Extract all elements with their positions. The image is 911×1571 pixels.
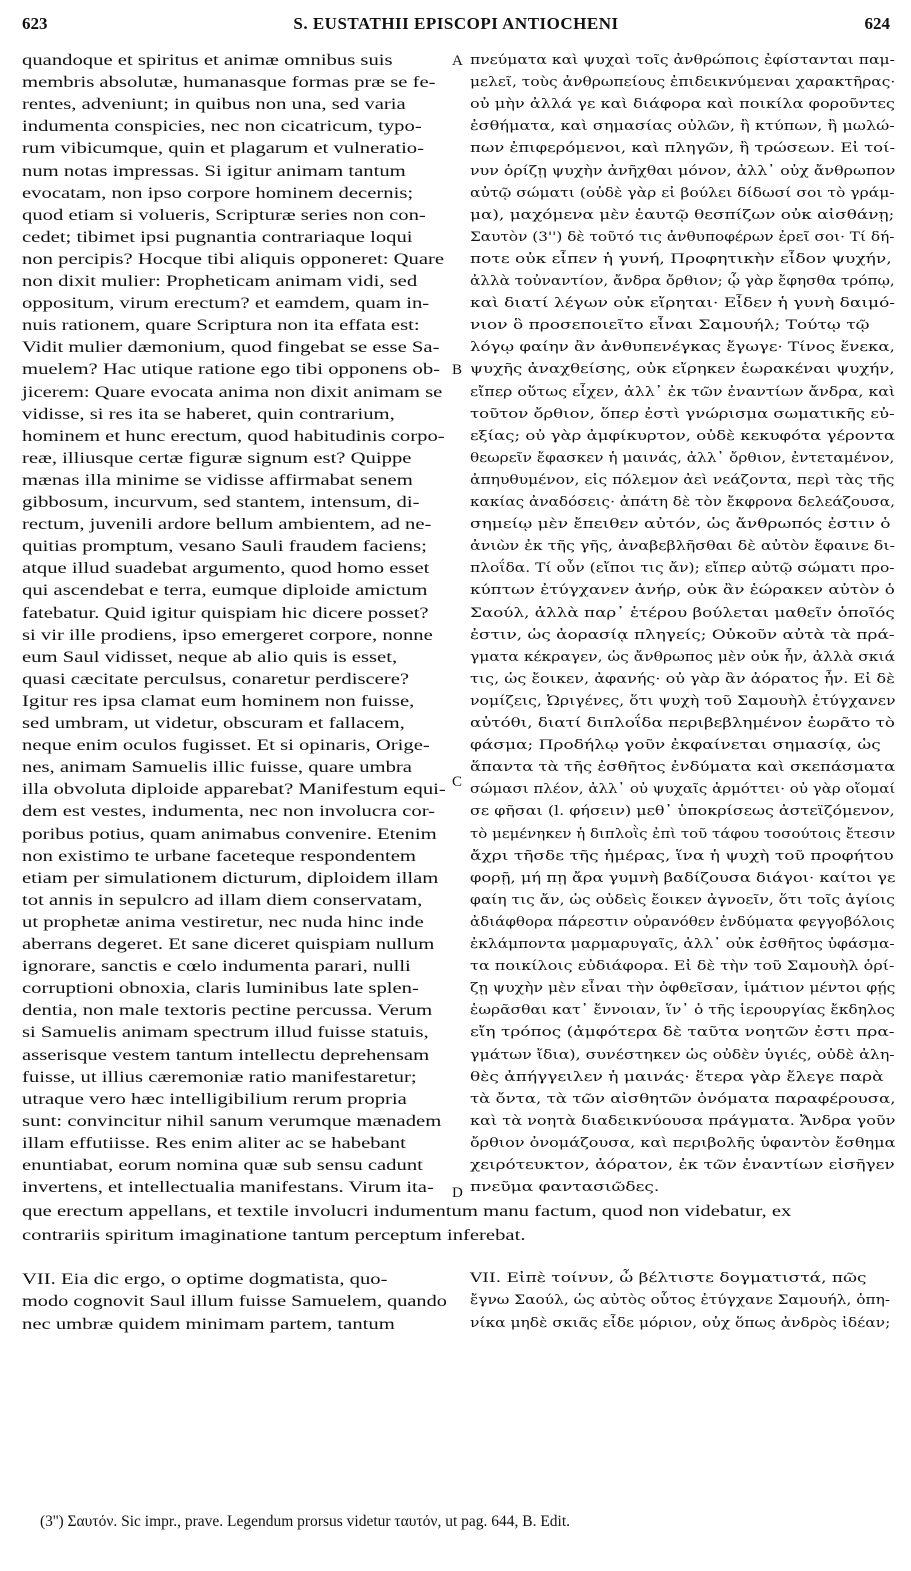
- latin-line: sunt: convincitur nihil sanum verumque mænadem: [22, 1112, 442, 1130]
- greek-line: τὰ ὄντα, τὰ τῶν αἰσθητῶν ὀνόματα παραφέρουσα,: [470, 1090, 896, 1106]
- greek-line: ἐσθήματα, καὶ σημασίας οὐλῶν, ἢ κτύπων, ἢ μωλώ-: [470, 118, 895, 134]
- latin-line: corruptioni obnoxia, claris luminibus late splen-: [22, 980, 419, 998]
- greek-line: τὸ μεμένηκεν ἡ διπλοῒς ἐπὶ τοῦ τάφου τοσούτοις ἔτεσιν: [470, 825, 896, 841]
- greek-line: ἑωρᾶσθαι κατ᾽ ἔννοιαν, ἵν᾽ ὁ τῆς ἱερουργίας ἔκδηλος: [470, 1002, 895, 1018]
- page-number-left: 623: [22, 14, 48, 33]
- latin-line: indumenta conspicies, nec non cicatricum, typo-: [22, 118, 422, 136]
- greek-line: αὐτῷ σώματι (οὐδὲ γὰρ εἰ βούλει δίδωσί σοι τὸ γράμ-: [470, 184, 895, 200]
- greek-line: ἐκλάμποντα μαρμαρυγαῖς, ἀλλ᾽ οὐκ ἐσθῆτος ὑφάσμα-: [470, 936, 895, 951]
- latin-line: cedet; tibimet ipsi pugnantia contrariaque loqui: [22, 228, 413, 246]
- greek-line: μα), μαχόμενα μὲν ἑαυτῷ θεσπίζων οὐκ αἰσθάνῃ;: [470, 206, 895, 222]
- latin-line: quod etiam si volueris, Scripturæ series non con-: [22, 206, 426, 224]
- latin-line: gibbosum, incurvum, sed stantem, intensum, di-: [22, 494, 420, 511]
- latin-line: vidisse, si res ita se haberet, quin contrarium,: [22, 405, 395, 423]
- greek-line: τις, ὡς ἔοικεν, ἀφανής· οὐ γὰρ ἂν ἀόρατος ἦν. Εἰ δὲ: [470, 670, 895, 686]
- latin-line: reæ, illiusque certæ figuræ signum est? Quippe: [22, 449, 412, 467]
- latin-line: fuisse, ut illius cæremoniæ ratio manifestaretur;: [22, 1068, 417, 1086]
- greek-line: καὶ διατί λέγων οὐκ εἴρηται· Εἶδεν ἡ γυνὴ δαιμό-: [470, 295, 896, 311]
- greek-line: νομίζεις, Ὠριγένες, ὅτι ψυχὴ τοῦ Σαμουὴλ ἐτύγχανεν: [470, 692, 896, 708]
- greek-line: ἀδιάφθορα πάρεστιν οὐρανόθεν ἐνδύματα φεγγοβόλοις: [470, 913, 895, 929]
- latin-line: non percipis? Hocque tibi aliquis opponeret: Quare: [22, 250, 445, 268]
- page-number-right: 624: [864, 14, 890, 33]
- latin-line: num notas impressas. Si igitur animam tantum: [22, 162, 406, 180]
- greek-line: οὐ μὴν ἀλλά γε καὶ διάφορα καὶ ποικίλα φοροῦντες: [470, 96, 895, 112]
- latin-line: eum Saul vidisset, neque ab alio quis is esset,: [22, 648, 398, 666]
- greek-line: θὲς ἀπήγγειλεν ἡ μαινάς· ἕτερα γὰρ ἔλεγε παρὰ: [470, 1068, 884, 1084]
- greek-line: σώμασι πλέον, ἀλλ᾽ οὐ ψυχαῖς ἁρμόττει· οὐ γὰρ οἴομαί: [470, 781, 896, 797]
- latin-line: asserisque vestem tantum intellectu deprehensam: [22, 1046, 430, 1064]
- margin-marker: C: [452, 774, 463, 790]
- greek-line: ἐστιν, ὡς ἀορασίᾳ πληγείς; Οὐκοῦν αὐτὰ τὰ πρά-: [470, 626, 895, 642]
- latin-line: invertens, et intellectualia manifestans. Virum ita-: [22, 1179, 434, 1197]
- running-title: S. EUSTATHII EPISCOPI ANTIOCHENI: [293, 14, 619, 33]
- section-vii-latin-line: VII. Eia dic ergo, o optime dogmatista, quo-: [22, 1271, 388, 1288]
- latin-line: etiam per simulationem dicturum, diploidem illam: [22, 869, 439, 887]
- greek-line: ζῃ ψυχὴν μὲν εἶναι τὴν ὀφθεῖσαν, ἱμάτιον μέντοι φῄς: [470, 980, 896, 996]
- latin-line: hominem et hunc erectum, quod habitudinis corpo-: [22, 427, 445, 445]
- latin-line: neque enim oculos fugisset. Et si opinaris, Orige-: [22, 737, 430, 755]
- greek-line: ὄρθιον ὀνομάζουσα, καὶ περιβολῆς ὑφαντὸν ἔσθημα: [470, 1134, 896, 1150]
- greek-line: κύπτων ἐτύγχανεν ἀνήρ, οὐκ ἂν ἑώρακεν αὐτὸν ὁ: [470, 582, 895, 598]
- greek-line: πνεύματα καὶ ψυχαὶ τοῖς ἀνθρώποις ἐφίστανται παμ-: [470, 52, 895, 67]
- running-header: [22, 14, 890, 38]
- latin-line: rectum, juvenili ardore bellum ambientem, ad ne-: [22, 516, 432, 534]
- greek-line: γματα κέκραγεν, ὡς ἄνθρωπος μὲν οὐκ ἦν, ἀλλὰ σκιά: [470, 648, 896, 664]
- latin-line: non dixit mulier: Propheticam animam vidi, sed: [22, 273, 418, 290]
- latin-line: nes, animam Samuelis illic fuisse, quare umbra: [22, 759, 412, 777]
- latin-line: illam effutiisse. Res enim aliter ac se habebant: [22, 1134, 406, 1152]
- latin-line: dentia, non male textoris pectine percussa. Verum: [22, 1002, 433, 1020]
- latin-line: atque illud suadebat argumento, quod homo esset: [22, 560, 430, 578]
- section-vii-greek-line: VII. Εἰπὲ τοίνυν, ὦ βέλτιστε δογματιστά, πῶς: [470, 1270, 867, 1285]
- latin-line: si vir ille prodiens, ipso emergeret corpore, nonne: [22, 626, 433, 644]
- greek-line: νιον ὃ προσεποιεῖτο εἶναι Σαμουήλ; Τούτῳ τῷ: [470, 317, 870, 333]
- latin-line: poribus potius, quam animabus convenire. Etenim: [22, 825, 437, 843]
- greek-line: σε φῆσαι (l. φήσειν) μεθ᾽ ὑποκρίσεως ἀστεϊζόμενον,: [470, 803, 895, 819]
- latin-line: tot annis in sepulcro ad illam diem conservatam,: [22, 891, 423, 909]
- greek-line: ἄχρι τῆσδε τῆς ἡμέρας, ἵνα ἡ ψυχὴ τοῦ προφήτου: [470, 847, 894, 863]
- full-line: que erectum appellans, et textile involucri indumentum manu factum, quod non videbatur, ex: [22, 1203, 792, 1220]
- greek-line: ἀπηυθυμένον, εἰς πόλεμον ἀεὶ νεάζοντα, περὶ τὰς τῆς: [470, 471, 895, 487]
- latin-line: quasi cæcitate perculsus, conaretur perdiscere?: [22, 670, 410, 688]
- greek-line: χειρότευκτον, ἀόρατον, ἐκ τῶν ἐναντίων εἰσῆγεν: [470, 1157, 895, 1172]
- latin-line: enuntiabat, eorum nomina quæ sub sensu cadunt: [22, 1157, 423, 1174]
- greek-line: εἴπερ οὕτως εἶχεν, ἀλλ᾽ ἐκ τῶν ἐναντίων ἄνδρα, καὶ: [470, 383, 896, 399]
- latin-line: evocatam, non ipso corpore hominem decernis;: [22, 184, 414, 202]
- greek-line: Σαούλ, ἀλλὰ παρ᾽ ἑτέρου βούλεται μαθεῖν ὁποῖός: [470, 604, 895, 620]
- greek-line: εἴη τρόπος (ἀμφότερα δὲ ταῦτα νοητῶν ἐστι πρα-: [470, 1024, 895, 1040]
- greek-line: πων ἐπιφερόμενοι, καὶ πληγῶν, ἢ τρώσεων. Εἰ τοί-: [470, 140, 896, 156]
- greek-line: τα ποικίλοις εὐδιάφορα. Εἰ δὲ τὴν τοῦ Σαμουὴλ ὁρί-: [470, 958, 895, 974]
- latin-line: utraque vero hæc intelligibilium rerum propria: [22, 1090, 407, 1108]
- latin-line: oppositum, virum erectum? et eamdem, quam in-: [22, 295, 430, 313]
- section-vii-greek-line: νίκα μηδὲ σκιᾶς εἶδε μόριον, οὐχ ὅπως ἀνδρὸς ἰδέαν;: [470, 1314, 891, 1330]
- section-vii-greek-line: ἔγνω Σαούλ, ὡς αὐτὸς οὗτος ἐτύγχανε Σαμουήλ, ὁπη-: [470, 1292, 891, 1308]
- greek-line: νυν ὁρίζῃ ψυχὴν ἀνῆχθαι μόνον, ἀλλ᾽ οὐχ ἄνθρωπον: [470, 162, 896, 178]
- latin-line: illa obvoluta diploide apparebat? Manifestum equi-: [22, 781, 446, 799]
- latin-line: qui ascendebat e terra, eumque diploide amictum: [22, 582, 428, 600]
- greek-line: ἅπαντα τὰ τῆς ἐσθῆτος ἐνδύματα καὶ σκεπάσματα: [470, 759, 896, 775]
- latin-line: jicerem: Quare evocata anima non dixit animam se: [22, 383, 443, 401]
- greek-line: γμάτων ἴδια), συνέστηκεν ὡς οὐδὲν ὑγιές, οὐδὲ ἀλη-: [470, 1046, 895, 1062]
- greek-line: Σαυτὸν (3'') δὲ τοῦτό τις ἀνθυποφέρων ἐρεῖ σοι· Τί δή-: [470, 228, 895, 244]
- latin-line: ignorare, sanctis e cœlo indumenta parari, nulli: [22, 958, 411, 976]
- margin-marker: A: [452, 53, 463, 69]
- latin-line: nuis rationem, quare Scriptura non ita effata est:: [22, 317, 420, 335]
- latin-line: mænas illa minime se vidisse affirmabat senem: [22, 471, 413, 489]
- margin-marker: B: [452, 362, 463, 378]
- latin-line: quitias promptum, vesano Sauli fraudem faciens;: [22, 538, 427, 556]
- margin-marker: D: [452, 1185, 463, 1201]
- greek-line: πλοΐδα. Τί οὖν (εἴποι τις ἄν); εἴπερ αὐτῷ σώματι προ-: [470, 560, 895, 576]
- latin-line: rentes, adveniunt; in quibus non una, sed varia: [22, 96, 406, 114]
- greek-line: φάσμα; Προδήλῳ γοῦν ἐκφαίνεται σημασίᾳ, ὡς: [470, 737, 881, 753]
- greek-line: λόγῳ φαίην ἂν ἀνθυπενέγκας ἔγωγε· Τίνος ἕνεκα,: [470, 339, 895, 355]
- latin-line: non existimo te urbane faceteque respondentem: [22, 847, 416, 865]
- greek-line: πνεῦμα φαντασιῶδες.: [470, 1179, 660, 1195]
- latin-line: Vidit mulier dæmonium, quod fingebat se esse Sa-: [22, 339, 440, 357]
- latin-line: dem est vestes, indumenta, nec non involucra cor-: [22, 803, 436, 821]
- latin-line: muelem? Hac utique ratione ego tibi opponens ob-: [22, 361, 441, 379]
- latin-line: fatebatur. Quid igitur quispiam hic dicere posset?: [22, 604, 429, 622]
- greek-line: καὶ τὰ νοητὰ διαδεικνύουσα πράγματα. Ἄνδρα γοῦν: [470, 1112, 896, 1128]
- full-line: contrariis spiritum imaginatione tantum perceptum inferebat.: [22, 1227, 526, 1244]
- latin-line: ut prophetæ anima vestiretur, nec nuda hinc inde: [22, 913, 424, 931]
- greek-line: αὐτόθι, διατί διπλοΐδα περιβεβλημένον ἑωρᾶτο τὸ: [470, 715, 895, 730]
- greek-line: φαίη τις ἄν, ὡς οὐδεὶς ἔοικεν ἀγνοεῖν, ὅτι τοῖς ἁγίοις: [470, 891, 895, 907]
- latin-line: Igitur res ipsa clamat eum hominem non fuisse,: [22, 692, 415, 710]
- latin-line: quandoque et spiritus et animæ omnibus suis: [22, 52, 393, 69]
- greek-line: εξίας; οὐ γὰρ ἀμφίκυρτον, οὐδὲ κεκυφότα γέροντα: [470, 427, 896, 443]
- greek-line: ἀνιὼν ἐκ τῆς γῆς, ἀναβεβλῆσθαι δὲ αὐτὸν ἔφαινε δι-: [470, 538, 895, 554]
- latin-line: membris absolutæ, humanasque formas præ se fe-: [22, 74, 436, 92]
- latin-line: rum vibicumque, quin et plagarum et vulneratio-: [22, 140, 425, 158]
- latin-line: si Samuelis animam spectrum illud fuisse statuis,: [22, 1024, 429, 1042]
- footnote: (3'') Σαυτόν. Sic impr., prave. Legendum prorsus videtur ταυτόν, ut pag. 644, B. Edit.: [40, 1513, 571, 1530]
- section-vii-latin-line: nec umbræ quidem minimam partem, tantum: [22, 1315, 395, 1333]
- greek-line: σημείῳ μὲν ἔπειθεν αὐτόν, ὡς ἄνθρωπός ἐστιν ὁ: [470, 516, 891, 532]
- greek-line: κακίας ἀναδόσεις· ἀπάτη δὲ τὸν ἔκφρονα δελεάζουσα,: [470, 494, 895, 509]
- section-vii-latin-line: modo cognovit Saul illum fuisse Samuelem, quando: [22, 1293, 447, 1311]
- latin-line: aberrans degeret. Et sane diceret quispiam nullum: [22, 936, 435, 953]
- greek-line: θεωρεῖν ἔφασκεν ἡ μαινάς, ἀλλ᾽ ὄρθιον, ἐντεταμένον,: [470, 449, 895, 465]
- greek-line: φορῇ, μή πῃ ἄρα γυμνὴ βαδίζουσα διάγοι· καίτοι γε: [470, 869, 896, 885]
- greek-line: ἀλλὰ τοὐναντίον, ἄνδρα ὄρθιον; ᾧ γὰρ ἔφησθα τρόπῳ,: [470, 273, 895, 288]
- greek-line: ψυχῆς ἀναχθείσης, οὐκ εἴρηκεν ἑωρακέναι ψυχήν,: [470, 361, 895, 377]
- greek-line: μελεῖ, τοὺς ἀνθρωπείους ἐπιδεικνύμεναι χαρακτῆρας·: [470, 74, 896, 90]
- greek-line: τοῦτον ὄρθιον, ὅπερ ἐστὶ γνώρισμα σωματικῆς εὐ-: [470, 405, 895, 421]
- latin-line: sed umbram, ut videtur, obscuram et fallacem,: [22, 715, 405, 732]
- greek-line: ποτε οὐκ εἶπεν ἡ γυνή, Προφητικὴν εἶδον ψυχήν,: [470, 250, 892, 266]
